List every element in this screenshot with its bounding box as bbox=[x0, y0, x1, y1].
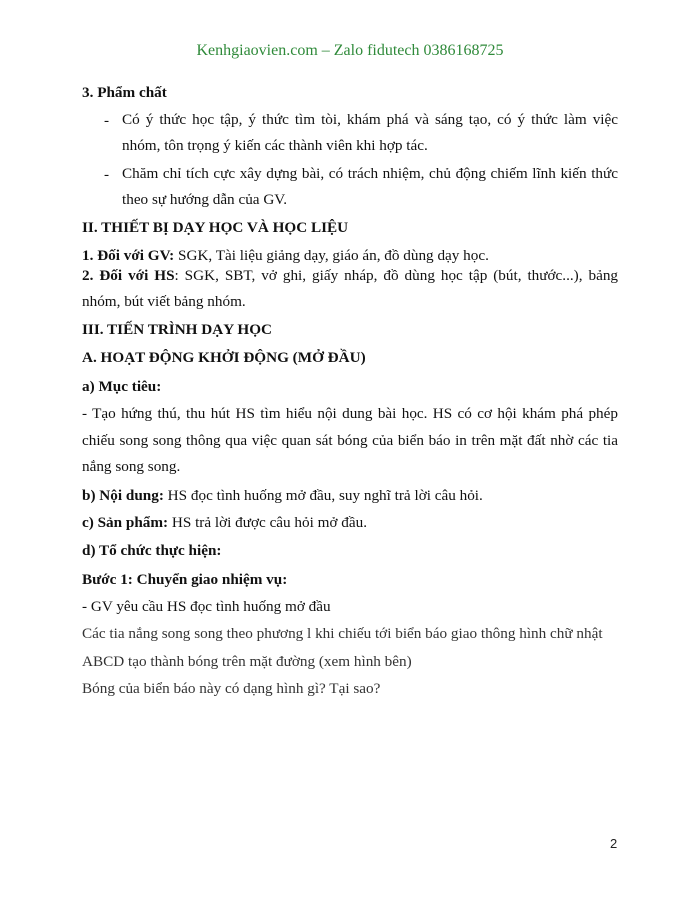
page-number: 2 bbox=[610, 836, 618, 851]
gv-materials bbox=[82, 247, 489, 265]
organization-label: d) Tổ chức thực hiện: bbox=[82, 542, 222, 559]
page-header bbox=[0, 42, 700, 60]
objective-line-1: - Tạo hứng thú, thu hút HS tìm hiểu nội dung bài học. HS có cơ hội khám phá phép bbox=[82, 405, 618, 422]
header-contact: Zalo fidutech 0386168725 bbox=[333, 42, 504, 59]
hs-text: : SGK, SBT, vở ghi, giấy nháp, đồ dùng học tập (bút, thước...), bảng bbox=[174, 267, 619, 284]
hs-label: 2. Đối với HS bbox=[82, 267, 175, 284]
product-label: c) Sản phẩm: bbox=[82, 514, 169, 531]
gv-label: 1. Đối với GV: bbox=[82, 247, 175, 264]
product-line bbox=[82, 514, 367, 532]
hs-materials bbox=[82, 267, 618, 285]
bullet-dash: - bbox=[104, 166, 110, 183]
product-text: HS trả lời được câu hỏi mở đầu. bbox=[168, 514, 368, 531]
objective-line-2: chiếu song song thông qua việc quan sát bóng của biển báo in trên mặt đất nhờ các tia bbox=[82, 432, 618, 449]
question-line-3: Bóng của biển báo này có dạng hình gì? Tại sao? bbox=[82, 680, 381, 697]
subsection-title-khoi-dong: A. HOẠT ĐỘNG KHỞI ĐỘNG (MỞ ĐẦU) bbox=[82, 349, 366, 366]
section-title-tien-trinh: III. TIẾN TRÌNH DẠY HỌC bbox=[82, 321, 273, 338]
content-text: HS đọc tình huống mở đầu, suy nghĩ trả lời câu hỏi. bbox=[163, 487, 483, 504]
step-1-title: Bước 1: Chuyển giao nhiệm vụ: bbox=[82, 571, 288, 588]
content-label: b) Nội dung: bbox=[82, 487, 164, 504]
bullet-1-line-2: nhóm, tôn trọng ý kiến các thành viên khi hợp tác. bbox=[122, 137, 428, 154]
question-line-2: ABCD tạo thành bóng trên mặt đường (xem hình bên) bbox=[82, 653, 412, 670]
section-title-pham-chat: 3. Phẩm chất bbox=[82, 84, 167, 101]
header-site: Kenhgiaovien.com bbox=[196, 42, 318, 59]
objective-label: a) Mục tiêu: bbox=[82, 378, 162, 395]
bullet-1-line-1: Có ý thức học tập, ý thức tìm tòi, khám phá và sáng tạo, có ý thức làm việc bbox=[122, 111, 618, 128]
bullet-2-line-2: theo sự hướng dẫn của GV. bbox=[122, 191, 288, 208]
header-separator: – bbox=[317, 42, 334, 59]
content-line bbox=[82, 487, 483, 505]
bullet-dash: - bbox=[104, 112, 110, 129]
hs-materials-line-2: nhóm, bút viết bảng nhóm. bbox=[82, 293, 246, 310]
section-title-thiet-bi: II. THIẾT BỊ DẠY HỌC VÀ HỌC LIỆU bbox=[82, 219, 349, 236]
question-line-1: Các tia nắng song song theo phương l khi chiếu tới biển báo giao thông hình chữ nhật bbox=[82, 625, 603, 642]
gv-text: SGK, Tài liệu giảng dạy, giáo án, đồ dùng dạy học. bbox=[174, 247, 489, 264]
bullet-2-line-1: Chăm chỉ tích cực xây dựng bài, có trách nhiệm, chủ động chiếm lĩnh kiến thức bbox=[122, 165, 618, 182]
gv-request: - GV yêu cầu HS đọc tình huống mở đầu bbox=[82, 598, 331, 615]
objective-line-3: nắng song song. bbox=[82, 458, 181, 475]
